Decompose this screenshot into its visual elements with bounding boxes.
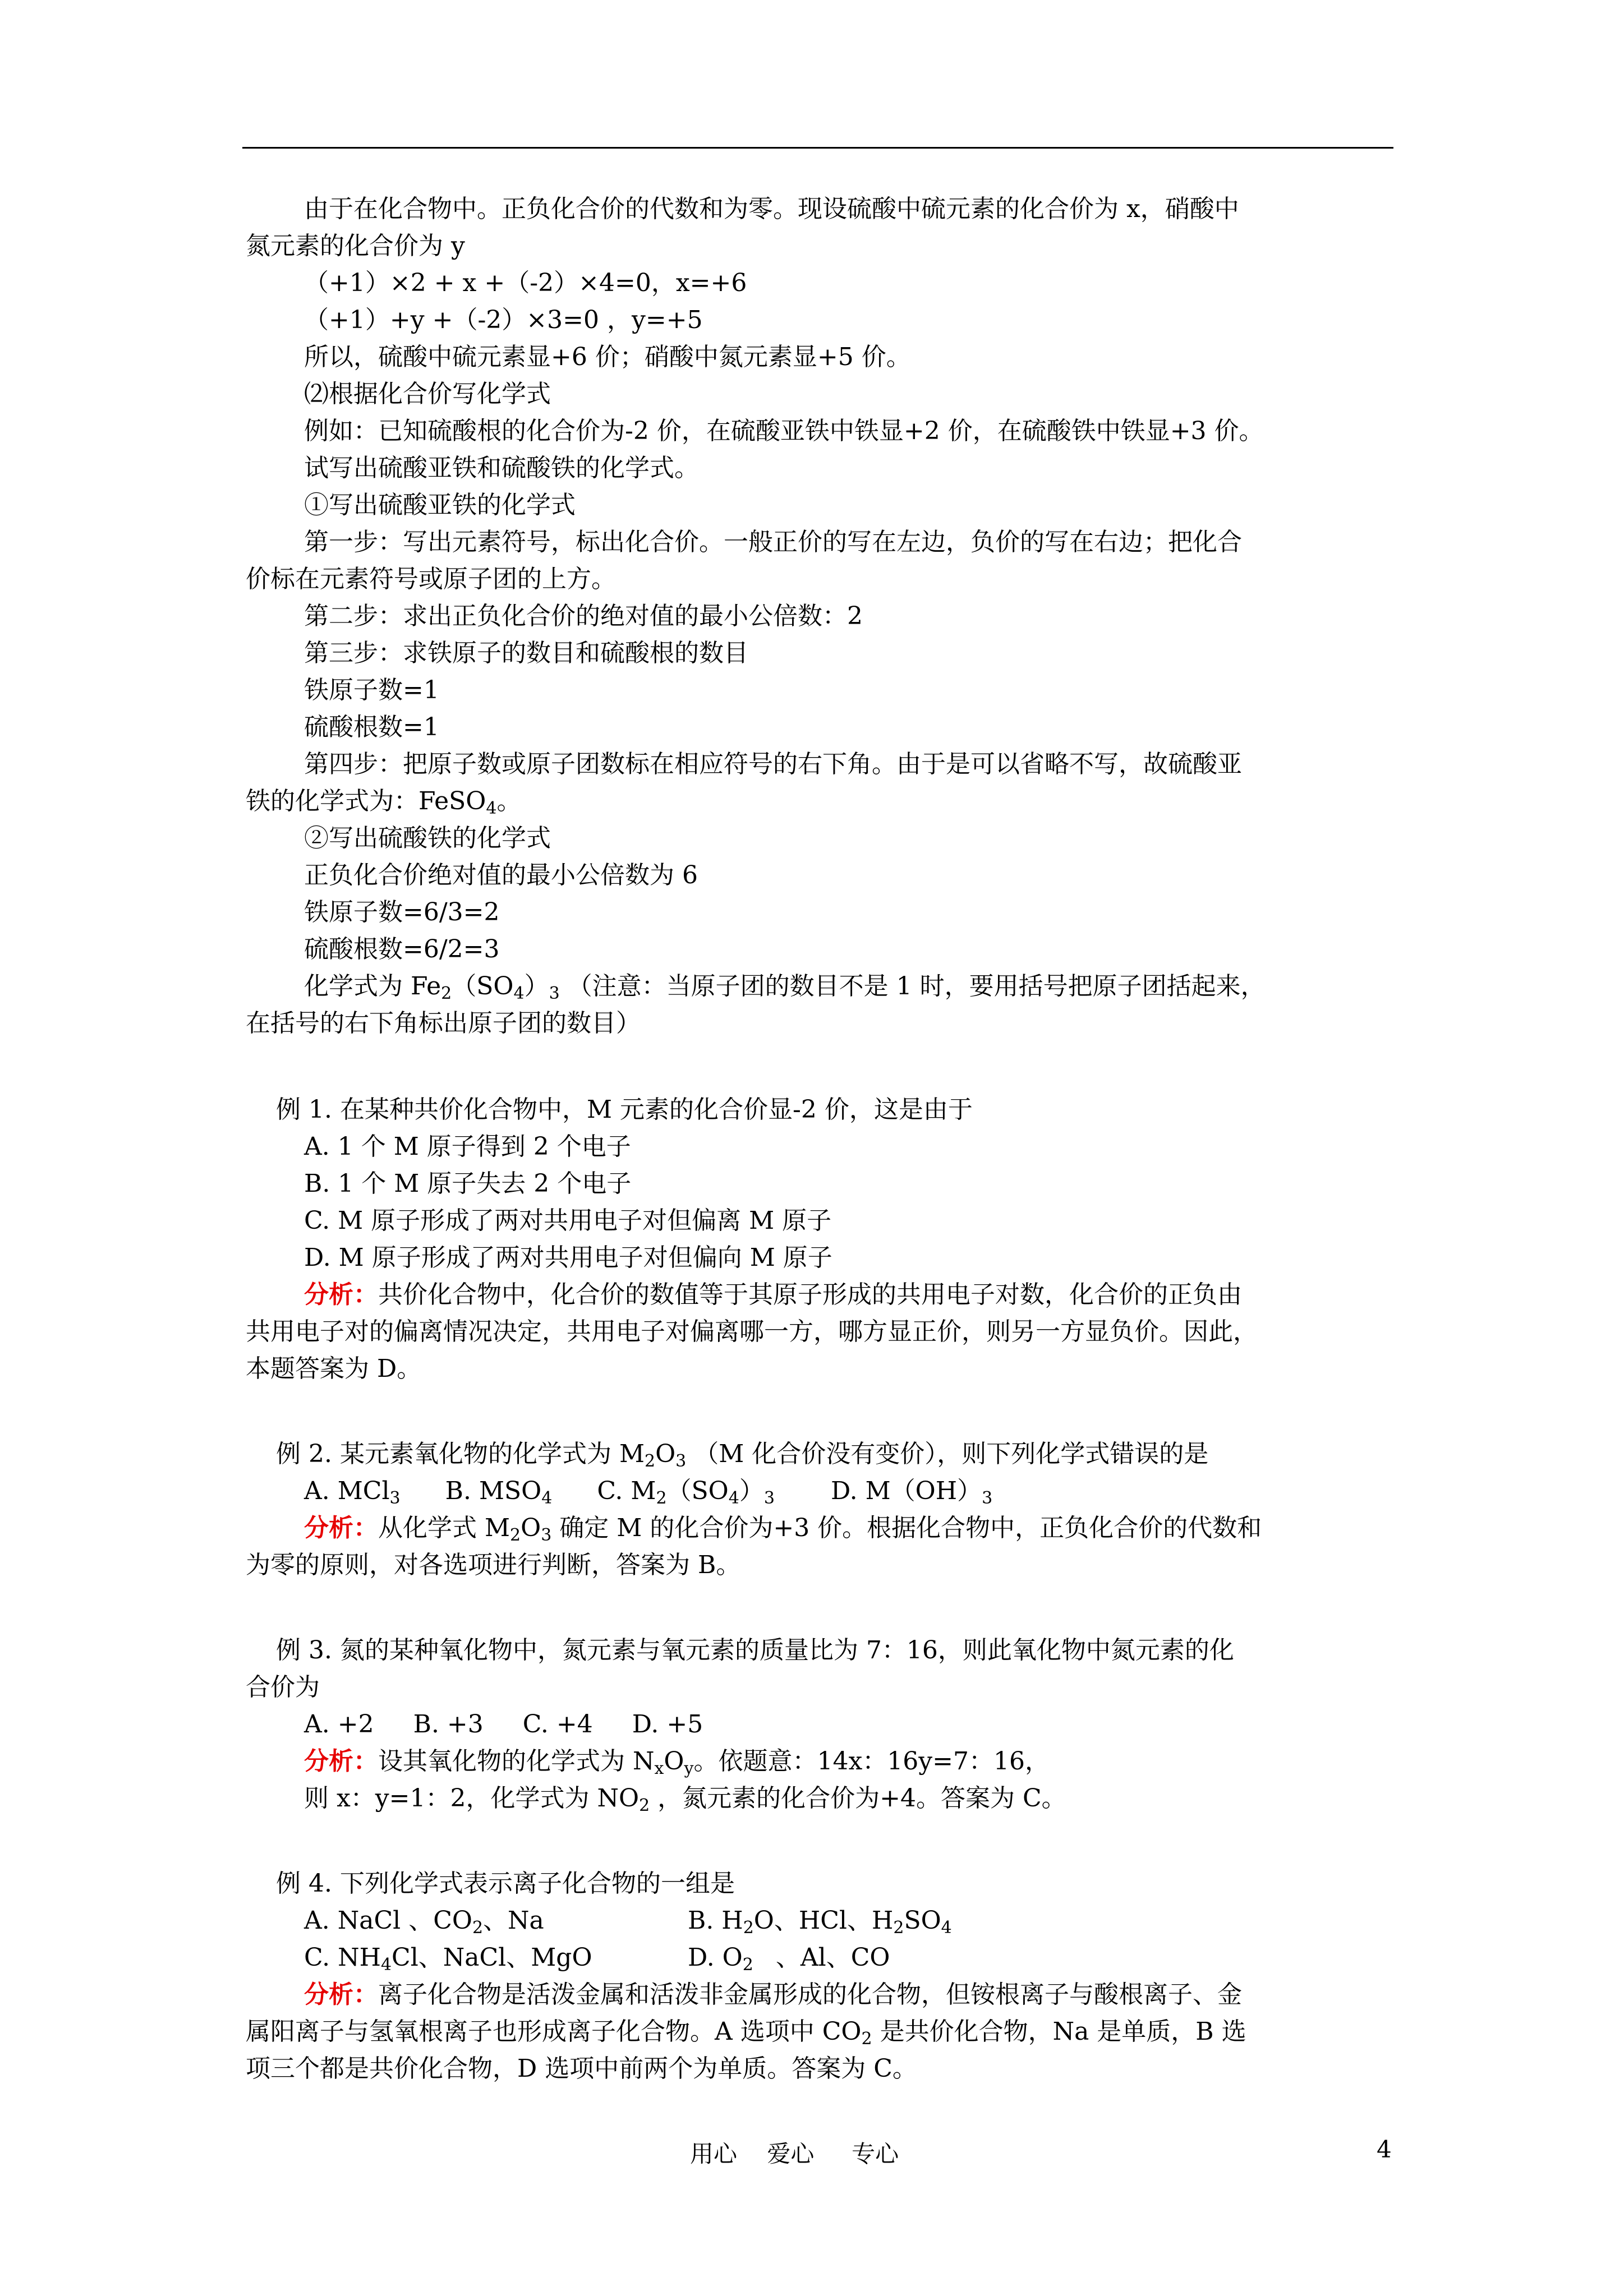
example4-question: 例 4. 下列化学式表示离子化合物的一组是 <box>276 1869 735 1898</box>
analysis-label: 分析： <box>304 1514 378 1542</box>
example1-option-c: C. M 原子形成了两对共用电子对但偏离 M 原子 <box>304 1206 832 1235</box>
example1-question: 例 1. 在某种共价化合物中，M 元素的化合价显-2 价，这是由于 <box>276 1095 973 1124</box>
header-rule <box>242 147 1393 149</box>
example1-analysis-line2: 共用电子对的偏离情况决定，共用电子对偏离哪一方，哪方显正价，则另一方显负价。因此， <box>246 1317 1258 1346</box>
example2-question: 例 2. 某元素氧化物的化学式为 $M_2O_3$ （M 化合价没有变价），则下列化学式错误的是 <box>276 1440 1209 1471</box>
section2-example-line1: 例如：已知硫酸根的化合价为-2 价，在硫酸亚铁中铁显+2 价，在硫酸铁中铁显+3 价。 <box>304 417 1264 445</box>
step1-line1: 第一步：写出元素符号，标出化合价。一般正价的写在左边，负价的写在右边；把化合 <box>304 528 1242 556</box>
example2-option-d: D. $M(OH)_3$ <box>830 1477 993 1508</box>
section2-example-line2: 试写出硫酸亚铁和硫酸铁的化学式。 <box>304 454 699 482</box>
example3-analysis-line2: 则 x：y=1：2，化学式为 $NO_2$ ，氮元素的化合价为+4。答案为 C。 <box>304 1784 1066 1815</box>
step1-line2: 价标在元素符号或原子团的上方。 <box>246 565 616 593</box>
example4-analysis-line3: 项三个都是共价化合物，D 选项中前两个为单质。答案为 C。 <box>246 2054 917 2083</box>
example1-option-b: B. 1 个 M 原子失去 2 个电子 <box>304 1169 632 1198</box>
step3: 第三步：求铁原子的数目和硫酸根的数目 <box>304 639 748 667</box>
so4-count: 硫酸根数=1 <box>304 713 439 741</box>
fe-count2: 铁原子数=6/3=2 <box>304 898 500 926</box>
example2-options <box>304 1473 992 1510</box>
example4-option-b: B. $H_2O$、HCl、$H_2SO_4$ <box>688 1906 952 1938</box>
example4-analysis-line2: 属阳离子与氢氧根离子也形成离子化合物。A 选项中 $CO_2$ 是共价化合物，Na 是单质，B 选 <box>246 2017 1246 2049</box>
example2-option-b: B. $MSO_4$ <box>445 1477 553 1508</box>
example3-question-line2: 合价为 <box>246 1673 320 1702</box>
example3-analysis-line1: 分析：设其氧化物的化学式为 $N_xO_y$。依题意：14x：16y=7：16， <box>304 1747 1050 1778</box>
analysis-label: 分析： <box>304 1280 378 1309</box>
example3-options <box>304 1706 703 1743</box>
equation-nitrogen: （+1）+y +（-2）×3=0 ，y=+5 <box>304 306 703 334</box>
step2: 第二步：求出正负化合价的绝对值的最小公倍数：2 <box>304 602 863 630</box>
sub2-title: ②写出硫酸铁的化学式 <box>304 824 551 852</box>
para1-line1: 由于在化合物中。正负化合价的代数和为零。现设硫酸中硫元素的化合价为 x，硝酸中 <box>304 195 1239 223</box>
para1-conclusion: 所以，硫酸中硫元素显+6 价；硝酸中氮元素显+5 价。 <box>304 343 911 371</box>
example3-option-a: A. +2 <box>304 1710 374 1739</box>
example2-option-a: A. MCl$_3$ <box>304 1477 401 1508</box>
step4-line1: 第四步：把原子数或原子团数标在相应符号的右下角。由于是可以省略不写，故硫酸亚 <box>304 750 1242 778</box>
example2-analysis-line1: 分析：从化学式 $M_2O_3$ 确定 M 的化合价为+3 价。根据化合物中，正负化合价的代数和 <box>304 1514 1262 1545</box>
formula-note-line2: 在括号的右下角标出原子团的数目） <box>246 1009 641 1038</box>
equation-sulfur: （+1）×2 + x +（-2）×4=0，x=+6 <box>304 269 747 297</box>
example1-option-d: D. M 原子形成了两对共用电子对但偏向 M 原子 <box>304 1243 832 1272</box>
lcm-line: 正负化合价绝对值的最小公倍数为 6 <box>304 861 698 889</box>
example2-analysis-line2: 为零的原则，对各选项进行判断，答案为 B。 <box>246 1551 741 1579</box>
example4-option-d: D. $O_2$ 、Al、CO <box>688 1943 890 1975</box>
example1-analysis-line1: 分析：共价化合物中，化合价的数值等于其原子形成的共用电子对数，化合价的正负由 <box>304 1280 1242 1309</box>
para1-line2: 氮元素的化合价为 y <box>246 232 465 260</box>
analysis-label: 分析： <box>304 1747 378 1776</box>
example4-option-c: C. $NH_4Cl$、NaCl、MgO <box>304 1943 592 1975</box>
fe-count: 铁原子数=1 <box>304 676 439 704</box>
analysis-label: 分析： <box>304 1980 378 2009</box>
so4-count2: 硫酸根数=6/2=3 <box>304 935 500 963</box>
example3-question-line1: 例 3. 氮的某种氧化物中，氮元素与氧元素的质量比为 7：16，则此氧化物中氮元素的化 <box>276 1636 1234 1665</box>
example3-option-d: D. +5 <box>632 1710 703 1739</box>
step4-line2: 铁的化学式为：FeSO$_4$。 <box>246 787 522 818</box>
example1-option-a: A. 1 个 M 原子得到 2 个电子 <box>304 1132 631 1161</box>
example4-analysis-line1: 分析：离子化合物是活泼金属和活泼非金属形成的化合物，但铵根离子与酸根离子、金 <box>304 1980 1242 2009</box>
section2-title: ⑵根据化合价写化学式 <box>304 380 551 408</box>
example3-option-b: B. +3 <box>413 1710 484 1739</box>
example1-analysis-line3: 本题答案为 D。 <box>246 1354 422 1383</box>
page-number: 4 <box>1377 2136 1392 2163</box>
footer-motto: 用心 爱心 专心 <box>690 2140 899 2168</box>
example2-option-c: C. $M_2(SO_4)_3$ <box>597 1477 775 1508</box>
example3-option-c: C. +4 <box>522 1710 593 1739</box>
sub1-title: ①写出硫酸亚铁的化学式 <box>304 491 576 519</box>
formula-line: 化学式为 $Fe_2(SO_4)_3$ （注意：当原子团的数目不是 1 时，要用括号把原子团括起来， <box>304 972 1266 1003</box>
example4-option-a: A. NaCl 、$CO_2$、Na <box>304 1906 544 1938</box>
